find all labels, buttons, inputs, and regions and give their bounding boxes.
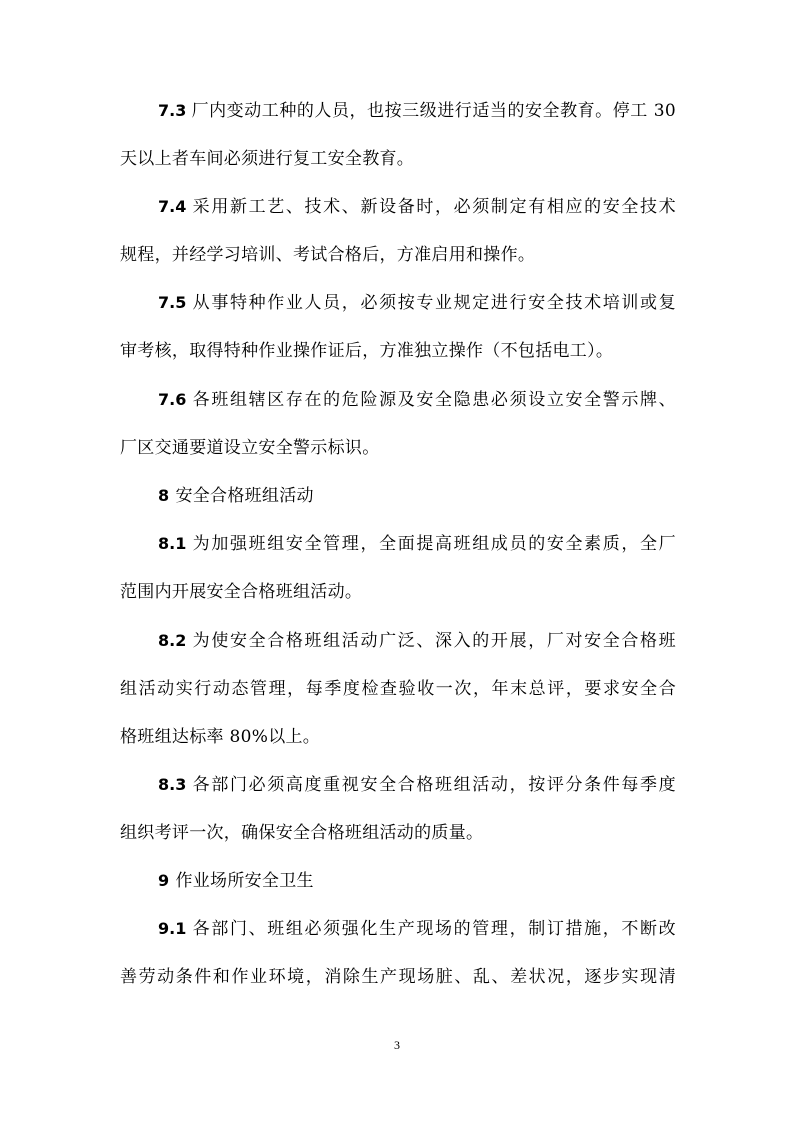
paragraph-7-6-line-2: 厂区交通要道设立安全警示标识。 — [120, 438, 380, 458]
paragraph-9-1-line-1 — [158, 913, 676, 945]
paragraph-text: 各班组辖区存在的危险源及安全隐患必须设立安全警示牌、 — [191, 390, 676, 410]
paragraph-7-4-line-1 — [158, 191, 676, 223]
section-number: 9.1 — [158, 919, 187, 938]
section-number: 8.3 — [158, 775, 187, 794]
section-heading-text: 安全合格班组活动 — [175, 486, 314, 506]
paragraph-8-3-line-2: 组织考评一次，确保安全合格班组活动的质量。 — [120, 823, 484, 843]
paragraph-text: 各部门必须高度重视安全合格班组活动，按评分条件每季度 — [191, 775, 676, 795]
page-number: 3 — [394, 1038, 400, 1052]
section-heading-9 — [158, 865, 676, 897]
paragraph-7-4-line-2: 规程，并经学习培训、考试合格后，方准启用和操作。 — [120, 245, 536, 265]
paragraph-text: 厂内变动工种的人员，也按三级进行适当的安全教育。停工 30 — [191, 101, 676, 121]
paragraph-text: 为使安全合格班组活动广泛、深入的开展，厂对安全合格班 — [191, 631, 676, 651]
paragraph-8-1-line-1 — [158, 528, 676, 560]
paragraph-8-2-line-2: 组活动实行动态管理，每季度检查验收一次，年末总评，要求安全合 — [120, 679, 676, 699]
paragraph-text: 各部门、班组必须强化生产现场的管理，制订措施，不断改 — [191, 919, 676, 939]
section-number: 8.1 — [158, 534, 187, 553]
paragraph-8-2-line-1 — [158, 625, 676, 657]
paragraph-7-5-line-1 — [158, 287, 676, 319]
paragraph-9-1-line-2: 善劳动条件和作业环境，消除生产现场脏、乱、差状况，逐步实现清 — [120, 967, 676, 987]
section-number: 7.3 — [158, 101, 187, 120]
paragraph-8-1-line-2: 范围内开展安全合格班组活动。 — [120, 582, 363, 602]
section-number: 8 — [158, 486, 170, 505]
section-number: 7.4 — [158, 197, 187, 216]
section-number: 8.2 — [158, 631, 187, 650]
paragraph-7-5-line-2: 审考核，取得特种作业操作证后，方准独立操作（不包括电工）。 — [120, 341, 614, 361]
section-heading-text: 作业场所安全卫生 — [175, 871, 314, 891]
section-number: 7.5 — [158, 293, 187, 312]
section-number: 9 — [158, 871, 170, 890]
paragraph-7-3-line-1 — [158, 95, 676, 127]
paragraph-8-2-line-3: 格班组达标率 80%以上。 — [120, 727, 321, 747]
paragraph-text: 从事特种作业人员，必须按专业规定进行安全技术培训或复 — [191, 293, 676, 313]
paragraph-text: 为加强班组安全管理，全面提高班组成员的安全素质，全厂 — [191, 534, 676, 554]
section-heading-8 — [158, 480, 676, 512]
section-number: 7.6 — [158, 390, 187, 409]
paragraph-text: 采用新工艺、技术、新设备时，必须制定有相应的安全技术 — [191, 197, 676, 217]
paragraph-8-3-line-1 — [158, 769, 676, 801]
paragraph-7-3-line-2: 天以上者车间必须进行复工安全教育。 — [120, 149, 415, 169]
paragraph-7-6-line-1 — [158, 384, 676, 416]
